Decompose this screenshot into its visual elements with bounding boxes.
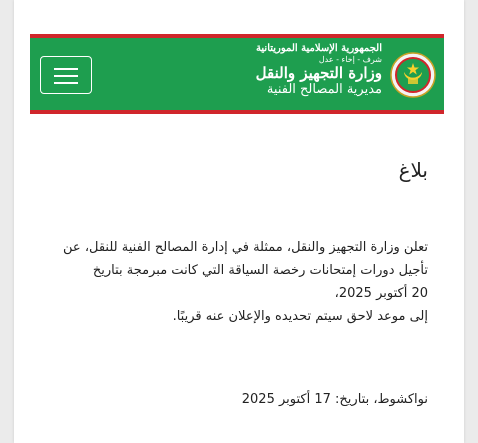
site-brand[interactable] xyxy=(152,42,382,97)
notice-line-4: إلى موعد لاحق سيتم تحديده والإعلان عنه قريبًا. xyxy=(172,309,428,324)
hamburger-menu-icon-bar-3 xyxy=(54,82,78,84)
republic-name: الجمهورية الإسلامية الموريتانية xyxy=(256,43,382,54)
notice-line-2: تأجيل دورات إمتحانات رخصة السياقة التي كانت مبرمجة بتاريخ xyxy=(92,263,428,278)
ministry-name: وزارة التجهيز والنقل xyxy=(255,64,382,82)
menu-button[interactable] xyxy=(40,56,92,94)
hamburger-menu-icon-bar-1 xyxy=(54,68,78,70)
site-header xyxy=(30,34,444,114)
notice-body xyxy=(44,236,428,328)
page-container xyxy=(14,0,464,443)
national-motto: شرف - إخاء - عدل xyxy=(318,55,382,64)
notice-dateline: نواكشوط، بتاريخ: 17 أكتوبر 2025 xyxy=(241,392,428,407)
notice-line-1: تعلن وزارة التجهيز والنقل، ممثلة في إدارة المصالح الفنية للنقل، عن xyxy=(63,240,428,255)
hamburger-menu-icon-bar-2 xyxy=(54,75,78,77)
mauritania-emblem-icon[interactable] xyxy=(390,52,436,98)
directorate-name: مديرية المصالح الفنية xyxy=(266,82,382,97)
notice-line-3: 20 أكتوبر 2025، xyxy=(334,286,428,301)
notice-title: بلاغ xyxy=(398,158,428,182)
